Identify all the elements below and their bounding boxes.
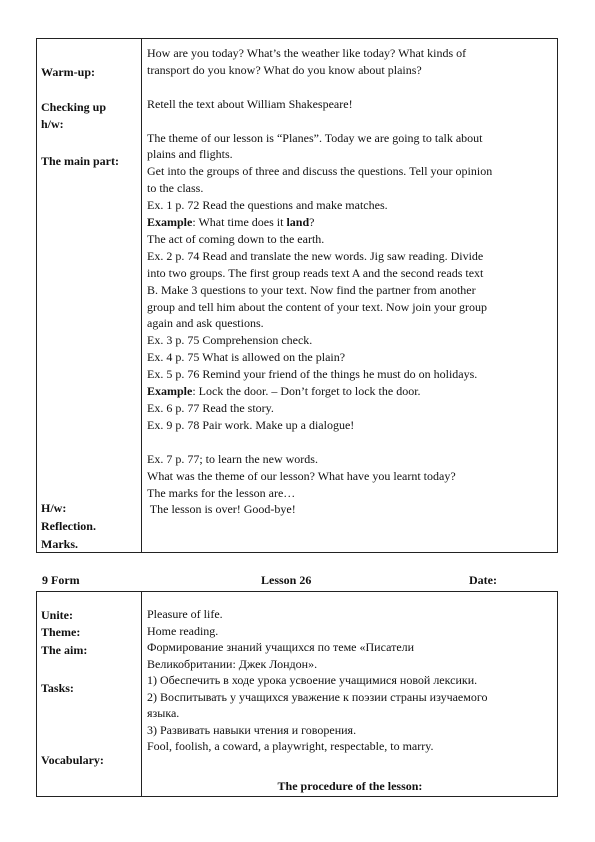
text-line: Ex. 3 p. 75 Comprehension check.: [147, 333, 313, 348]
text-line: How are you today? What’s the weather like today? What kinds of: [147, 46, 467, 60]
text-line: Ex. 7 p. 77; to learn the new words.: [147, 451, 318, 466]
lesson-content-top: [147, 45, 551, 518]
text-line: 2) Воспитывать у учащихся уважение к поэзии страны изучаемого: [147, 689, 488, 704]
text-line: Ex. 4 p. 75 What is allowed on the plain?: [147, 350, 346, 365]
text-line: Ex. 9 p. 78 Pair work. Make up a dialogue!: [147, 417, 355, 432]
label-checking-2: h/w:: [41, 117, 64, 131]
column-divider: [141, 592, 142, 796]
text-line: Home reading.: [147, 623, 219, 638]
text-line: plains and flights.: [147, 147, 233, 162]
label-tasks: Tasks:: [41, 681, 74, 695]
text-line: Ex. 5 p. 76 Remind your friend of the things he must do on holidays.: [147, 367, 478, 382]
lesson-header: [42, 572, 558, 588]
label-theme: Theme:: [41, 625, 81, 639]
text-line: Ex. 1 p. 72 Read the questions and make matches.: [147, 198, 388, 213]
column-divider: [141, 39, 142, 552]
text-line: Fool, foolish, a coward, a playwright, respectable, to marry.: [147, 739, 434, 753]
date-label: Date:: [469, 573, 497, 587]
text-line: What was the theme of our lesson? What have you learnt today?: [147, 468, 456, 483]
text-line: The act of coming down to the earth.: [147, 231, 325, 246]
text-line: transport do you know? What do you know about plains?: [147, 62, 422, 77]
text-line: Ex. 2 p. 74 Read and translate the new words. Jig saw reading. Divide: [147, 248, 484, 263]
label-checking-1: Checking up: [41, 100, 107, 114]
example-text: : What time does it: [192, 215, 287, 230]
text-line: group and tell him about the content of your text. Now join your group: [147, 299, 487, 314]
text-line: to the class.: [147, 181, 204, 196]
text-line: языка.: [147, 706, 180, 720]
text-line: The marks for the lesson are…: [147, 485, 296, 500]
text-line: 1) Обеспечить в ходе урока усвоение учащимися новой лексики.: [147, 673, 478, 687]
lesson-plan-table-bottom: [36, 591, 558, 797]
example-label: Example: [147, 215, 193, 230]
example-text: : Lock the door. – Don’t forget to lock the door.: [192, 384, 421, 399]
label-hw: H/w:: [41, 501, 67, 515]
label-marks: Marks.: [41, 537, 78, 551]
text-line: Великобритании: Джек Лондон».: [147, 656, 318, 671]
text-line: The lesson is over! Good-bye!: [147, 502, 296, 517]
lesson-number: Lesson 26: [261, 573, 312, 587]
form-label: 9 Form: [42, 573, 80, 587]
label-aim: The aim:: [41, 643, 88, 657]
text-line: Retell the text about William Shakespeare!: [147, 96, 353, 111]
example-text-end: ?: [309, 215, 315, 230]
example-keyword: land: [286, 215, 310, 230]
text-line: [147, 79, 551, 96]
text-line: Pleasure of life.: [147, 607, 223, 621]
label-reflection: Reflection.: [41, 519, 96, 533]
example-label: Example: [147, 384, 193, 399]
label-unite: Unite:: [41, 608, 73, 622]
lesson-plan-table-top: [36, 38, 558, 553]
text-line: Ex. 6 p. 77 Read the story.: [147, 401, 274, 415]
example-line-2: [147, 383, 551, 400]
label-main-part: The main part:: [41, 154, 119, 168]
text-line: [147, 113, 551, 130]
text-line: into two groups. The first group reads text A and the second reads text: [147, 265, 484, 280]
text-line: Get into the groups of three and discuss the questions. Tell your opinion: [147, 164, 493, 179]
text-line: The theme of our lesson is “Planes”. Today we are going to talk about: [147, 130, 483, 145]
lesson-content-bottom: [147, 606, 551, 755]
label-vocabulary: Vocabulary:: [41, 753, 104, 767]
text-line: B. Make 3 questions to your text. Now find the partner from another: [147, 282, 476, 297]
text-line: 3) Развивать навыки чтения и говорения.: [147, 722, 357, 737]
text-line: again and ask questions.: [147, 316, 264, 331]
text-line: Формирование знаний учащихся по теме «Писатели: [147, 640, 415, 654]
example-line-1: [147, 214, 551, 231]
text-line: [147, 434, 551, 451]
label-warmup: Warm-up:: [41, 65, 95, 79]
procedure-heading: The procedure of the lesson:: [277, 779, 423, 793]
